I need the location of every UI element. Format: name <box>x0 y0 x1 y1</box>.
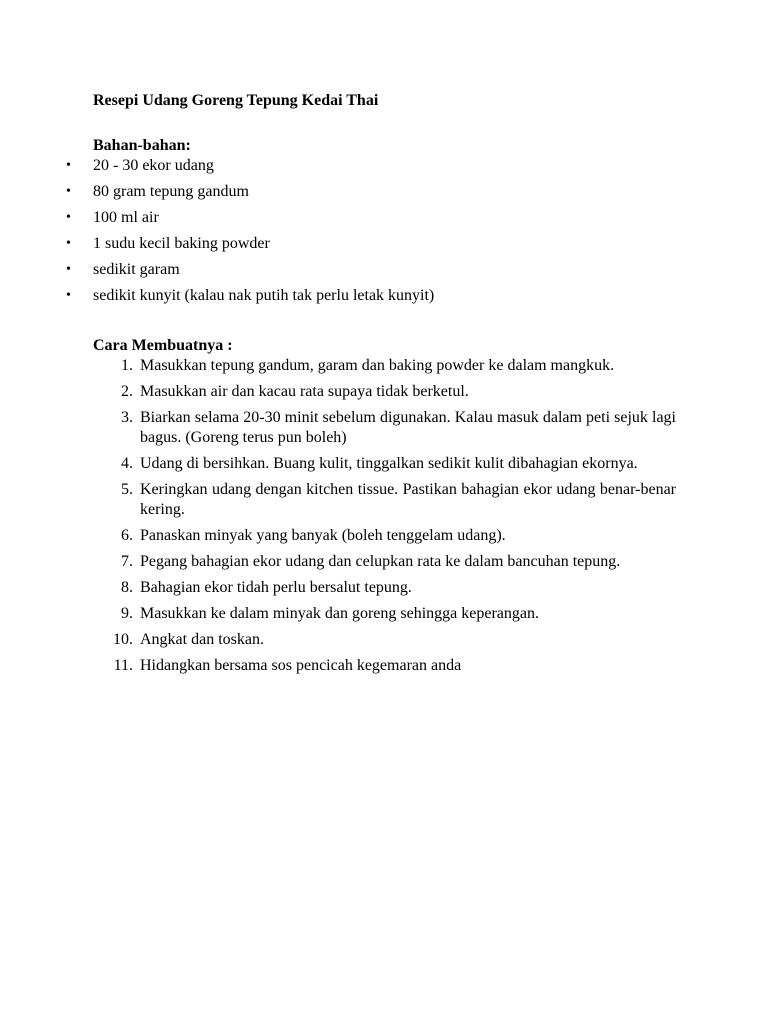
bullet-icon: • <box>66 184 71 199</box>
ingredient-item <box>0 286 768 312</box>
step-number: 3. <box>121 409 133 426</box>
step-item <box>0 656 768 676</box>
step-number: 10. <box>113 631 133 648</box>
step-text: Masukkan ke dalam minyak dan goreng sehingga keperangan. <box>140 605 539 622</box>
ingredient-item <box>0 208 768 234</box>
step-text: Masukkan air dan kacau rata supaya tidak berketul. <box>140 383 469 400</box>
step-number: 11. <box>113 657 133 674</box>
step-number: 8. <box>121 579 133 596</box>
step-item <box>0 480 768 520</box>
step-number: 4. <box>121 455 133 472</box>
step-number: 1. <box>121 357 133 374</box>
bullet-icon: • <box>66 262 71 277</box>
step-number: 6. <box>121 527 133 544</box>
step-item <box>0 526 768 546</box>
step-text: Panaskan minyak yang banyak (boleh tenggelam udang). <box>140 527 506 544</box>
bullet-icon: • <box>66 236 71 251</box>
ingredient-text: 1 sudu kecil baking powder <box>93 235 270 252</box>
ingredient-item <box>0 156 768 182</box>
step-text: Biarkan selama 20-30 minit sebelum digunakan. Kalau masuk dalam peti sejuk lagi bagus. (Goreng terus pun boleh) <box>140 409 676 446</box>
step-item <box>0 578 768 598</box>
step-text: Udang di bersihkan. Buang kulit, tinggalkan sedikit kulit dibahagian ekornya. <box>140 455 638 472</box>
ingredient-item <box>0 260 768 286</box>
bullet-icon: • <box>66 210 71 225</box>
method-heading: Cara Membuatnya : <box>93 337 233 354</box>
step-text: Bahagian ekor tidah perlu bersalut tepung. <box>140 579 412 596</box>
step-number: 5. <box>121 481 133 498</box>
recipe-title: Resepi Udang Goreng Tepung Kedai Thai <box>93 92 379 109</box>
ingredient-text: 80 gram tepung gandum <box>93 183 249 200</box>
step-item <box>0 408 768 448</box>
step-text: Hidangkan bersama sos pencicah kegemaran anda <box>140 657 462 674</box>
ingredient-item <box>0 234 768 260</box>
bullet-icon: • <box>66 158 71 173</box>
ingredients-heading: Bahan-bahan: <box>93 137 191 154</box>
step-text: Angkat dan toskan. <box>140 631 264 648</box>
ingredient-item <box>0 182 768 208</box>
ingredient-text: 100 ml air <box>93 209 159 226</box>
method-steps-list <box>0 356 768 682</box>
step-item <box>0 454 768 474</box>
step-text: Masukkan tepung gandum, garam dan baking powder ke dalam mangkuk. <box>140 357 615 374</box>
ingredient-text: sedikit garam <box>93 261 180 278</box>
step-text: Pegang bahagian ekor udang dan celupkan rata ke dalam bancuhan tepung. <box>140 553 621 570</box>
ingredient-text: 20 - 30 ekor udang <box>93 157 214 174</box>
step-text: Keringkan udang dengan kitchen tissue. Pastikan bahagian ekor udang benar-benar kering. <box>140 481 676 518</box>
step-number: 2. <box>121 383 133 400</box>
step-item <box>0 356 768 376</box>
step-number: 7. <box>121 553 133 570</box>
step-item <box>0 382 768 402</box>
ingredient-text: sedikit kunyit (kalau nak putih tak perlu letak kunyit) <box>93 287 435 304</box>
step-item <box>0 630 768 650</box>
bullet-icon: • <box>66 288 71 303</box>
step-item <box>0 552 768 572</box>
step-number: 9. <box>121 605 133 622</box>
ingredients-list <box>0 156 768 312</box>
step-item <box>0 604 768 624</box>
